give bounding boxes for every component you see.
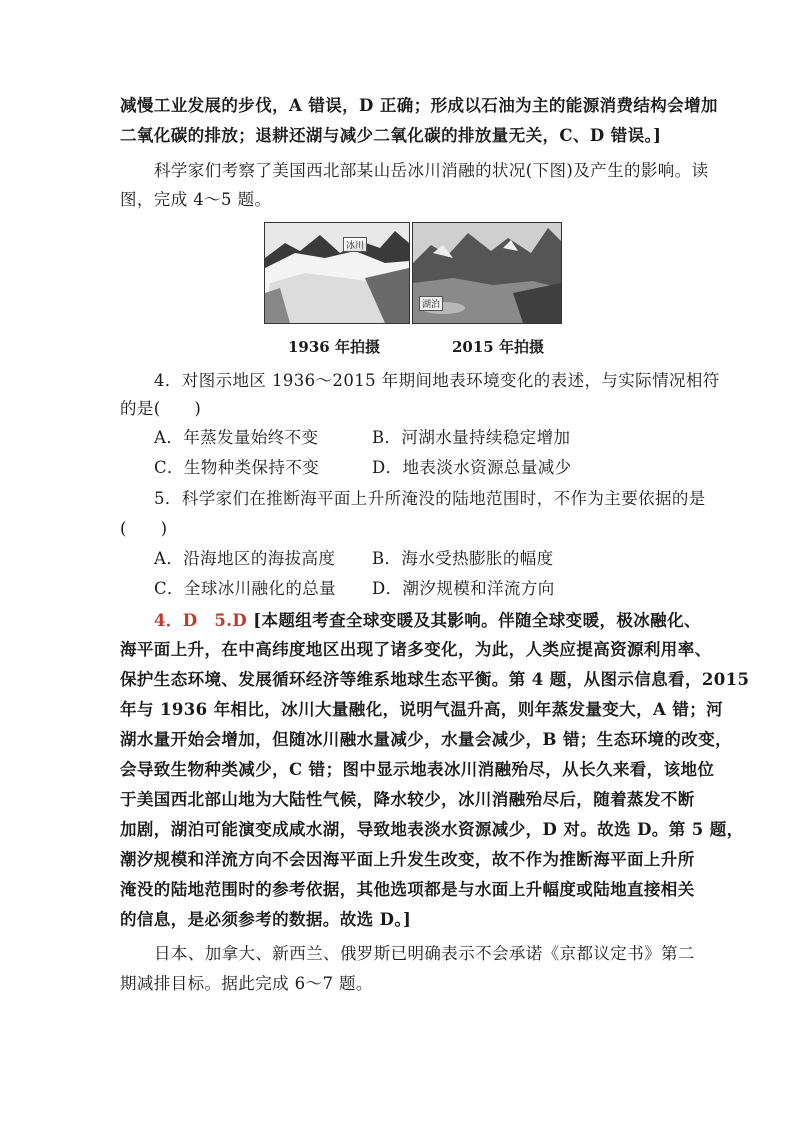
q4-option-c: C．生物种类保持不变 — [154, 458, 320, 477]
glacier-photo-2015 — [412, 222, 562, 324]
caption-1936: 1936 年拍摄 — [288, 338, 380, 356]
intro-answer-line-2: 二氧化碳的排放；退耕还湖与减少二氧化碳的排放量无关，C、D 错误。] — [120, 126, 662, 145]
intro-answer-line-1: 减慢工业发展的步伐，A 错误，D 正确；形成以石油为主的能源消费结构会增加 — [120, 96, 718, 115]
answer-line-10: 淹没的陆地范围时的参考依据，其他选项都是与水面上升幅度或陆地直接相关 — [120, 880, 695, 899]
q4-option-b: B．河湖水量持续稳定增加 — [372, 428, 571, 447]
passage-line-1: 科学家们考察了美国西北部某山岳冰川消融的状况(下图)及产生的影响。读 — [154, 161, 709, 180]
answer-line-11: 的信息，是必须参考的数据。故选 D。] — [120, 910, 412, 929]
answer-line-5: 湖水量开始会增加，但随冰川融水量减少，水量会减少，B 错；生态环境的改变， — [120, 730, 732, 749]
q5-option-b: B．海水受热膨胀的幅度 — [372, 549, 554, 568]
q5-option-a: A．沿海地区的海拔高度 — [154, 549, 336, 568]
q5-stem-line-2: ( ) — [120, 519, 168, 538]
answer-key: 4．D 5.D — [154, 611, 248, 630]
answer-line-7: 于美国西北部山地为大陆性气候，降水较少，冰川消融殆尽后，随着蒸发不断 — [120, 790, 695, 809]
q4-option-d: D．地表淡水资源总量减少 — [372, 458, 572, 477]
q4-option-a: A．年蒸发量始终不变 — [154, 428, 319, 447]
answer-line-9: 潮汐规模和洋流方向不会因海平面上升发生改变，故不作为推断海平面上升所 — [120, 850, 695, 869]
answer-line-4: 年与 1936 年相比，冰川大量融化，说明气温升高，则年蒸发量变大，A 错；河 — [120, 700, 724, 719]
answer-line-1 — [154, 611, 714, 631]
answer-line-3: 保护生态环境、发展循环经济等维系地球生态平衡。第 4 题，从图示信息看，2015 — [120, 670, 750, 689]
answer-line-8: 加剧，湖泊可能演变成咸水湖，导致地表淡水资源减少，D 对。故选 D。第 5 题， — [120, 820, 744, 839]
next-passage-line-2: 期减排目标。据此完成 6～7 题。 — [120, 974, 373, 993]
q5-stem-line-1: 5．科学家们在推断海平面上升所淹没的陆地范围时，不作为主要依据的是 — [154, 489, 706, 508]
q5-option-c: C．全球冰川融化的总量 — [154, 579, 337, 598]
lake-label: 湖泊 — [419, 296, 443, 311]
q4-stem-line-2: 的是( ) — [120, 399, 202, 418]
answer-line-6: 会导致生物种类减少，C 错；图中显示地表冰川消融殆尽，从长久来看，该地位 — [120, 760, 715, 779]
answer-line-1-text: [本题组考查全球变暖及其影响。伴随全球变暖，极冰融化、 — [247, 611, 701, 630]
passage-line-2: 图，完成 4～5 题。 — [120, 190, 272, 209]
next-passage-line-1: 日本、加拿大、新西兰、俄罗斯已明确表示不会承诺《京都议定书》第二 — [154, 944, 695, 963]
q5-option-d: D．潮汐规模和洋流方向 — [372, 579, 555, 598]
caption-2015: 2015 年拍摄 — [452, 338, 544, 356]
glacier-photo-1936 — [264, 222, 410, 324]
glacier-label: 冰川 — [343, 237, 367, 252]
q4-stem-line-1: 4．对图示地区 1936～2015 年期间地表环境变化的表述，与实际情况相符 — [154, 371, 720, 390]
answer-line-2: 海平面上升，在中高纬度地区出现了诸多变化，为此，人类应提高资源利用率、 — [120, 640, 712, 659]
